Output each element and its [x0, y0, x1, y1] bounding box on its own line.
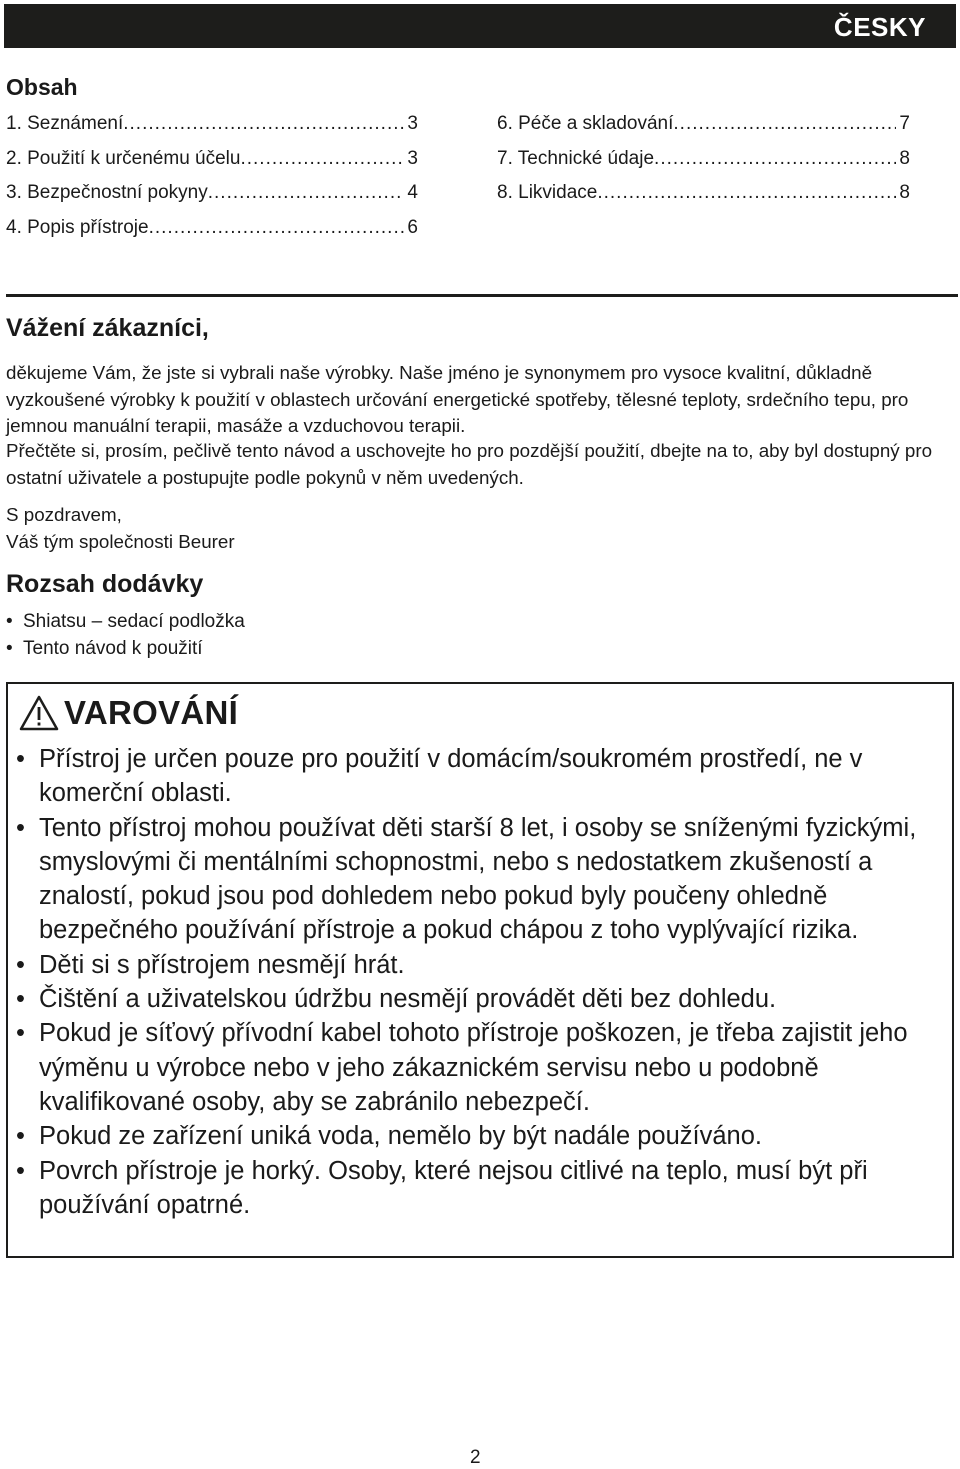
scope-list	[6, 608, 245, 662]
warning-item: • Čištění a uživatelskou údržbu nesmějí provádět děti bez dohledu.	[16, 982, 936, 1016]
toc-entry-label: 1. Seznámení	[6, 113, 124, 134]
toc-leader-dots	[597, 182, 896, 204]
toc-entry-label: 4. Popis přístroje	[6, 216, 149, 238]
toc-entry-label: 8. Likvidace	[497, 182, 598, 204]
language-header-bar	[4, 4, 956, 48]
toc-leader-dots	[123, 113, 404, 135]
warning-item: • Děti si s přístrojem nesmějí hrát.	[16, 948, 936, 982]
toc-leader-dots	[208, 182, 405, 204]
toc-entry-page: 3	[407, 147, 418, 169]
toc-entry-page: 3	[407, 113, 418, 134]
warning-header	[18, 694, 238, 732]
intro-heading: Vážení zákazníci,	[6, 314, 209, 342]
toc-entry-label: 6. Péče a skladování	[497, 113, 674, 134]
toc-entry[interactable]	[497, 182, 910, 217]
scope-item: • Shiatsu – sedací podložka	[6, 608, 245, 635]
toc-column-left	[6, 113, 418, 251]
toc-entry[interactable]	[497, 148, 910, 183]
toc-leader-dots	[654, 148, 896, 170]
warning-triangle-icon	[18, 694, 60, 732]
scope-heading: Rozsah dodávky	[6, 570, 204, 598]
page-number: 2	[470, 1447, 481, 1468]
signature-line: Váš tým společnosti Beurer	[6, 530, 235, 552]
toc-entry-page: 8	[899, 182, 910, 204]
intro-paragraph: děkujeme Vám, že jste si vybrali naše výrobky. Naše jméno je synonymem pro vysoce kvalitní, důkladně vyzkoušené výrobky k použití v oblastech určování energetické spotřeby, tělesné teploty, srdečního tepu, pro jemnou manuální terapii, masáže a vzduchovou terapii.	[6, 362, 909, 436]
instructions-paragraph: Přečtěte si, prosím, pečlivě tento návod a uschovejte ho pro pozdější použití, dbejte na to, aby byl dostupný pro ostatní uživatele a postupujte podle pokynů v něm uvedených.	[6, 440, 933, 488]
toc-entry-page: 6	[407, 216, 418, 238]
toc-entry[interactable]	[6, 113, 418, 148]
warning-item: • Pokud ze zařízení uniká voda, nemělo by být nadále používáno.	[16, 1119, 936, 1153]
signature-block	[6, 502, 956, 555]
warning-item: • Pokud je síťový přívodní kabel tohoto přístroje poškozen, je třeba zajistit jeho výměnu u výrobce nebo v jeho zákaznickém servisu nebo u podobně kvalifikované osoby, aby se zabránilo nebezpečí.	[16, 1016, 936, 1119]
toc-column-right	[497, 113, 910, 217]
warning-box	[6, 682, 954, 1258]
toc-entry[interactable]	[6, 148, 418, 183]
greeting-line: S pozdravem,	[6, 504, 122, 525]
warning-list	[16, 742, 936, 1222]
warning-item: • Povrch přístroje je horký. Osoby, které nejsou citlivé na teplo, musí být při používání opatrné.	[16, 1154, 936, 1223]
toc-leader-dots	[673, 113, 896, 135]
toc-title: Obsah	[6, 74, 78, 100]
scope-item: • Tento návod k použití	[6, 635, 245, 662]
toc-entry-page: 4	[407, 182, 418, 204]
toc-entry-page: 8	[899, 147, 910, 169]
toc-entry-label: 7. Technické údaje	[497, 147, 655, 169]
warning-item: • Tento přístroj mohou používat děti starší 8 let, i osoby se sníženými fyzickými, smyslovými či mentálními schopnostmi, nebo s nedostatkem zkušeností a znalostí, pokud jsou pod dohledem nebo pokud byly poučeny ohledně bezpečného používání přístroje a pokud chápou z toho vyplývající rizika.	[16, 811, 936, 948]
toc-entry[interactable]	[6, 182, 418, 217]
warning-item: • Přístroj je určen pouze pro použití v domácím/soukromém prostředí, ne v komerční oblasti.	[16, 742, 936, 811]
language-label: ČESKY	[833, 12, 926, 42]
toc-entry-label: 3. Bezpečnostní pokyny	[6, 182, 208, 204]
toc-entry[interactable]	[497, 113, 910, 148]
toc-leader-dots	[240, 148, 404, 170]
section-divider	[6, 294, 958, 297]
toc-entry[interactable]	[6, 217, 418, 252]
toc-entry-label: 2. Použití k určenému účelu	[6, 147, 241, 169]
toc-entry-page: 7	[899, 113, 910, 134]
warning-title: VAROVÁNÍ	[64, 694, 239, 731]
toc-leader-dots	[149, 217, 405, 239]
